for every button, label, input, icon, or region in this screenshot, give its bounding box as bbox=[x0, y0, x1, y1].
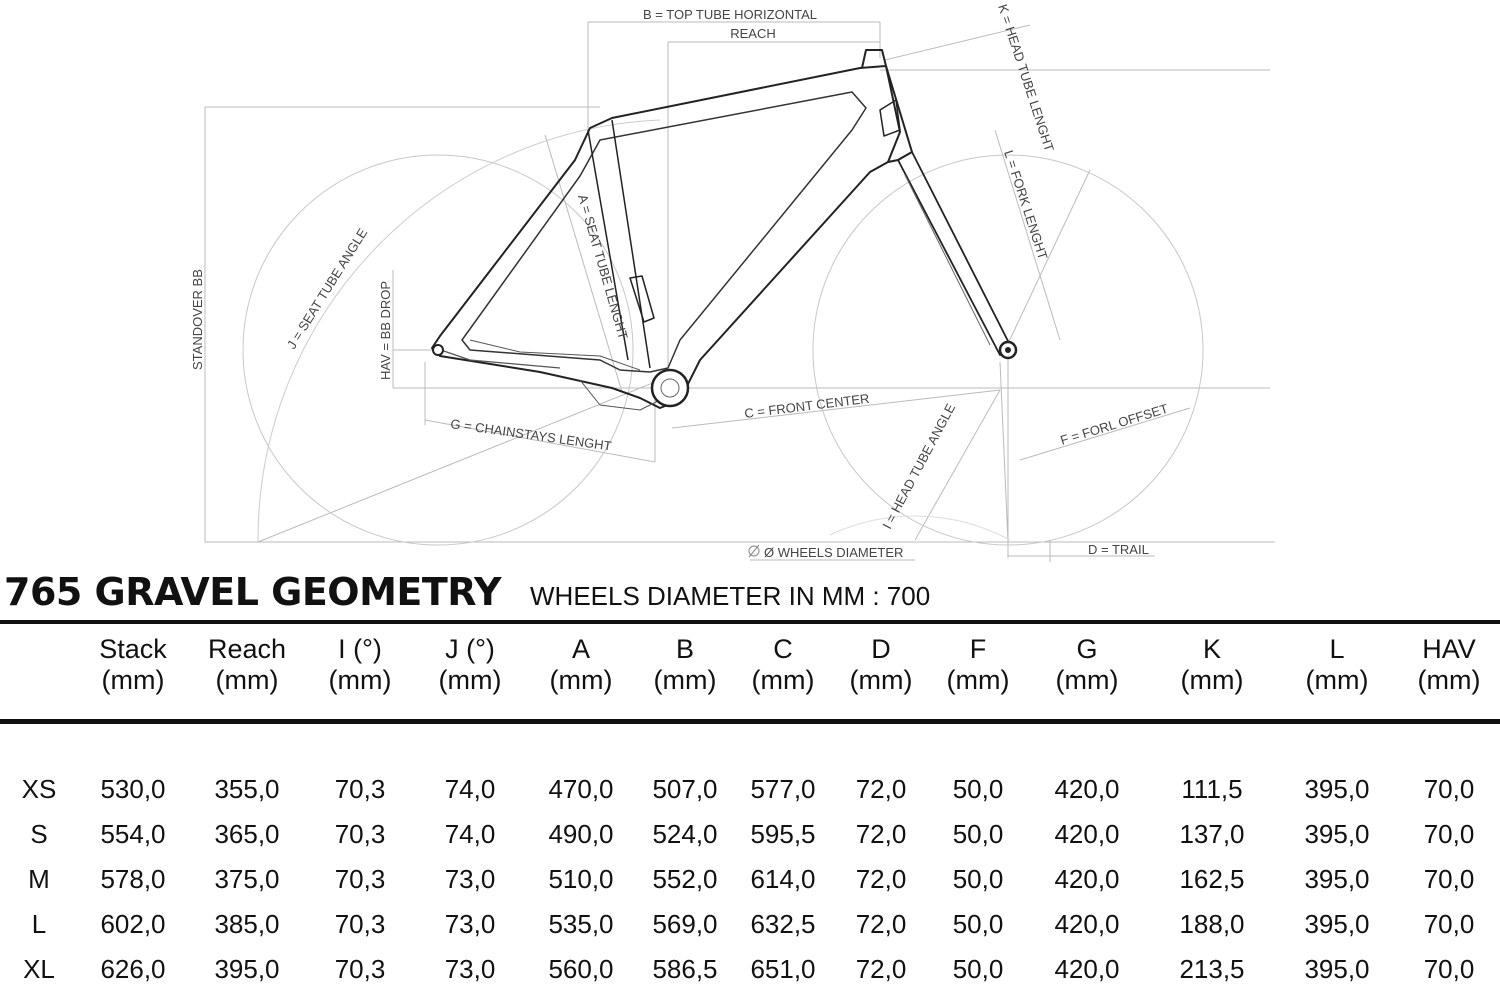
table-cell: 510,0 bbox=[548, 864, 614, 894]
table-row bbox=[0, 857, 1500, 902]
label-head-tube-angle: I = HEAD TUBE ANGLE bbox=[879, 401, 959, 532]
table-cell: 50,0 bbox=[952, 909, 1004, 939]
table-cell: 490,0 bbox=[548, 819, 614, 849]
column-header-name: F bbox=[969, 634, 987, 664]
table-cell: 614,0 bbox=[750, 864, 816, 894]
label-head-tube-length: K = HEAD TUBE LENGHT bbox=[995, 2, 1058, 154]
column-header-name: Stack bbox=[99, 634, 167, 664]
column-header-unit: (mm) bbox=[1417, 665, 1481, 695]
column-header-unit: (mm) bbox=[946, 665, 1010, 695]
table-cell: 577,0 bbox=[750, 774, 816, 804]
label-reach: REACH bbox=[730, 26, 776, 41]
table-cell: 569,0 bbox=[652, 909, 718, 939]
table-cell: 535,0 bbox=[548, 909, 614, 939]
table-cell: 365,0 bbox=[214, 819, 280, 849]
front-axle-center bbox=[1005, 347, 1011, 353]
table-row bbox=[0, 902, 1500, 947]
column-header bbox=[414, 630, 526, 722]
table-cell: 507,0 bbox=[652, 774, 718, 804]
table-cell: 73,0 bbox=[444, 954, 496, 984]
table-cell: 72,0 bbox=[855, 774, 907, 804]
table-cell: 70,0 bbox=[1423, 774, 1475, 804]
table-cell: 560,0 bbox=[548, 954, 614, 984]
column-header-unit: (mm) bbox=[101, 665, 165, 695]
table-cell: 137,0 bbox=[1179, 819, 1245, 849]
size-label: XL bbox=[23, 954, 55, 984]
table-cell: 213,5 bbox=[1179, 954, 1245, 984]
table-row bbox=[0, 767, 1500, 812]
table-cell: 162,5 bbox=[1179, 864, 1245, 894]
table-cell: 385,0 bbox=[214, 909, 280, 939]
column-header-unit: (mm) bbox=[1055, 665, 1119, 695]
column-header-unit: (mm) bbox=[438, 665, 502, 695]
table-cell: 73,0 bbox=[444, 909, 496, 939]
table-cell: 395,0 bbox=[1304, 954, 1370, 984]
table-cell: 420,0 bbox=[1054, 864, 1120, 894]
table-cell: 70,0 bbox=[1423, 909, 1475, 939]
table-cell: 111,5 bbox=[1181, 774, 1243, 804]
label-top-tube-horizontal: B = TOP TUBE HORIZONTAL bbox=[643, 7, 817, 22]
column-header-unit: (mm) bbox=[653, 665, 717, 695]
column-header-unit: (mm) bbox=[1305, 665, 1369, 695]
table-cell: 395,0 bbox=[1304, 774, 1370, 804]
table-cell: 70,3 bbox=[334, 864, 386, 894]
table-cell: 70,0 bbox=[1423, 954, 1475, 984]
table-header-row bbox=[0, 630, 1500, 722]
table-cell: 395,0 bbox=[214, 954, 280, 984]
frame-outline bbox=[432, 50, 1010, 410]
table-cell: 355,0 bbox=[214, 774, 280, 804]
size-label: M bbox=[28, 864, 50, 894]
table-cell: 74,0 bbox=[444, 774, 496, 804]
column-header-name: K bbox=[1202, 634, 1221, 664]
table-cell: 70,3 bbox=[334, 954, 386, 984]
table-cell: 420,0 bbox=[1054, 774, 1120, 804]
table-cell: 50,0 bbox=[952, 819, 1004, 849]
table-cell: 50,0 bbox=[952, 954, 1004, 984]
column-header bbox=[78, 630, 188, 722]
dimension-lines bbox=[205, 22, 1275, 562]
column-header-name: I (°) bbox=[338, 634, 382, 664]
column-header bbox=[526, 630, 636, 722]
column-header-name: J (°) bbox=[445, 634, 495, 664]
bottom-bracket bbox=[652, 370, 688, 406]
page-subtitle: WHEELS DIAMETER IN MM : 700 bbox=[530, 581, 931, 611]
column-header-unit: (mm) bbox=[849, 665, 913, 695]
table-cell: 50,0 bbox=[952, 864, 1004, 894]
column-header-name: A bbox=[571, 634, 590, 664]
size-label: L bbox=[31, 909, 47, 939]
table-cell: 395,0 bbox=[1304, 864, 1370, 894]
table-cell: 70,3 bbox=[334, 774, 386, 804]
column-header-name: L bbox=[1329, 634, 1345, 664]
geometry-table bbox=[0, 630, 1500, 992]
table-cell: 632,5 bbox=[750, 909, 816, 939]
table-row bbox=[0, 812, 1500, 857]
table-cell: 524,0 bbox=[652, 819, 718, 849]
label-front-center: C = FRONT CENTER bbox=[743, 390, 871, 421]
column-header-name: D bbox=[871, 634, 891, 664]
table-cell: 552,0 bbox=[652, 864, 718, 894]
table-cell: 72,0 bbox=[855, 954, 907, 984]
table-cell: 578,0 bbox=[100, 864, 166, 894]
table-cell: 420,0 bbox=[1054, 954, 1120, 984]
table-cell: 72,0 bbox=[855, 864, 907, 894]
column-header bbox=[832, 630, 930, 722]
column-header-unit: (mm) bbox=[549, 665, 613, 695]
column-header bbox=[1148, 630, 1276, 722]
label-wheels-diameter: Ø WHEELS DIAMETER bbox=[764, 545, 904, 560]
column-header bbox=[306, 630, 414, 722]
table-cell: 651,0 bbox=[750, 954, 816, 984]
table-cell: 395,0 bbox=[1304, 819, 1370, 849]
table-cell: 470,0 bbox=[548, 774, 614, 804]
table-cell: 70,0 bbox=[1423, 819, 1475, 849]
column-header-name: G bbox=[1076, 634, 1098, 664]
table-cell: 70,3 bbox=[334, 909, 386, 939]
column-header-name: HAV bbox=[1422, 634, 1476, 664]
column-header-name: B bbox=[675, 634, 694, 664]
table-cell: 530,0 bbox=[100, 774, 166, 804]
table-cell: 395,0 bbox=[1304, 909, 1370, 939]
rear-axle bbox=[433, 345, 443, 355]
column-header-unit: (mm) bbox=[751, 665, 815, 695]
table-cell: 73,0 bbox=[444, 864, 496, 894]
column-header bbox=[930, 630, 1026, 722]
column-header bbox=[734, 630, 832, 722]
table-cell: 72,0 bbox=[855, 909, 907, 939]
table-cell: 188,0 bbox=[1179, 909, 1245, 939]
column-header-unit: (mm) bbox=[328, 665, 392, 695]
column-header bbox=[1026, 630, 1148, 722]
column-header bbox=[636, 630, 734, 722]
column-header-name: C bbox=[773, 634, 793, 664]
label-standover-bb: STANDOVER BB bbox=[190, 269, 205, 370]
label-fork-length: L = FORK LENGHT bbox=[1001, 148, 1051, 262]
table-row bbox=[0, 947, 1500, 992]
table-cell: 70,3 bbox=[334, 819, 386, 849]
label-bb-drop: HAV = BB DROP bbox=[378, 280, 393, 380]
column-header bbox=[0, 630, 78, 722]
column-header bbox=[1276, 630, 1398, 722]
column-header bbox=[188, 630, 306, 722]
label-chainstays-length: G = CHAINSTAYS LENGHT bbox=[449, 416, 613, 454]
label-fork-offset: F = FORL OFFSET bbox=[1058, 400, 1170, 448]
label-trail: D = TRAIL bbox=[1088, 542, 1149, 557]
table-cell: 50,0 bbox=[952, 774, 1004, 804]
table-cell: 420,0 bbox=[1054, 819, 1120, 849]
page-title: 765 GRAVEL GEOMETRY bbox=[4, 570, 501, 614]
table-cell: 375,0 bbox=[214, 864, 280, 894]
column-header-unit: (mm) bbox=[215, 665, 279, 695]
table-cell: 554,0 bbox=[100, 819, 166, 849]
table-cell: 72,0 bbox=[855, 819, 907, 849]
size-label: XS bbox=[21, 774, 57, 804]
table-cell: 70,0 bbox=[1423, 864, 1475, 894]
table-cell: 595,5 bbox=[750, 819, 816, 849]
column-header bbox=[1398, 630, 1500, 722]
table-cell: 602,0 bbox=[100, 909, 166, 939]
table-cell: 626,0 bbox=[100, 954, 166, 984]
column-header-name: Reach bbox=[207, 634, 287, 664]
table-top-rule bbox=[0, 620, 1500, 624]
size-label: S bbox=[30, 819, 48, 849]
table-cell: 74,0 bbox=[444, 819, 496, 849]
table-cell: 586,5 bbox=[652, 954, 718, 984]
column-header-unit: (mm) bbox=[1180, 665, 1244, 695]
label-seat-tube-angle: J = SEAT TUBE ANGLE bbox=[283, 225, 371, 352]
label-seat-tube-length: A = SEAT TUBE LENGHT bbox=[575, 192, 631, 341]
table-cell: 420,0 bbox=[1054, 909, 1120, 939]
